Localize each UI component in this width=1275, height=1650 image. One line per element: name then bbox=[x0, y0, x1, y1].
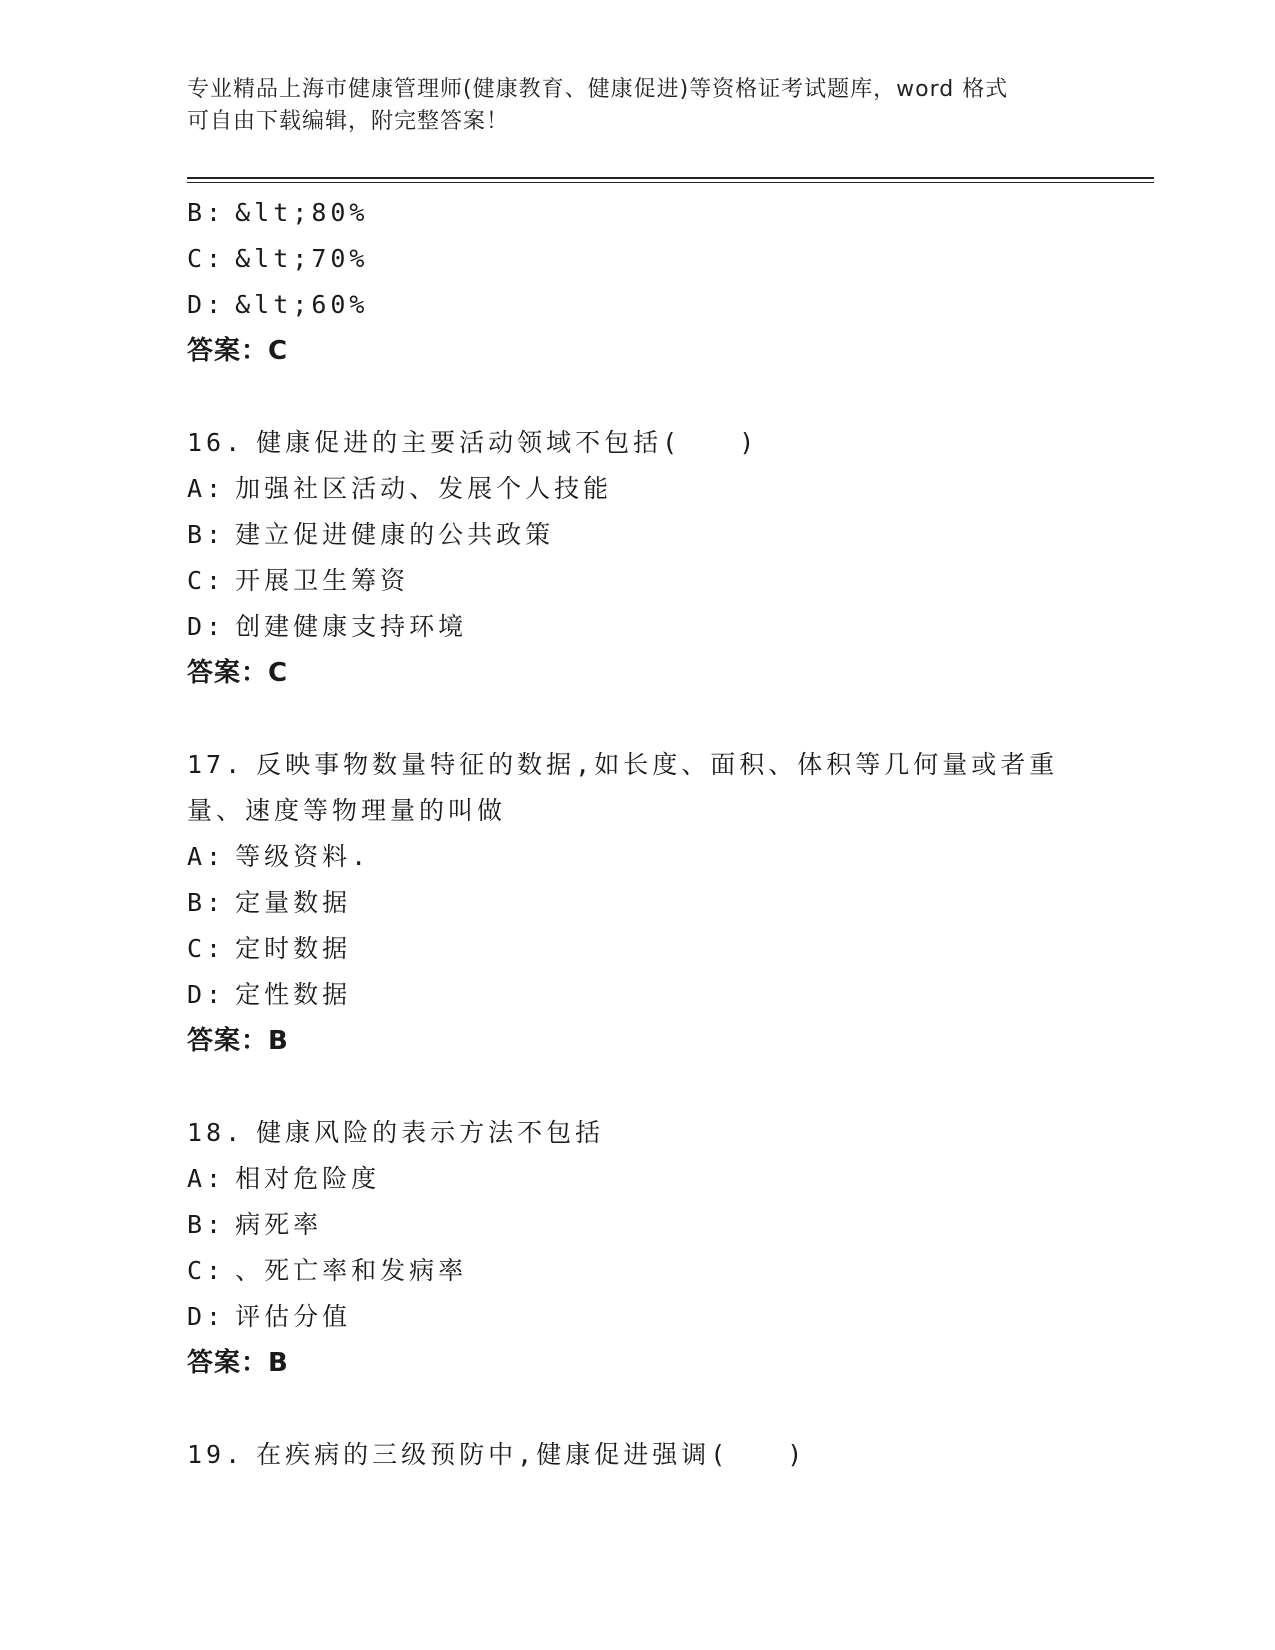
question-17 bbox=[187, 742, 1087, 1064]
option-c bbox=[187, 926, 1087, 972]
document-header bbox=[187, 74, 1087, 138]
option-key: D: bbox=[187, 980, 226, 1009]
option-a bbox=[187, 834, 1087, 880]
question-19 bbox=[187, 1432, 1087, 1478]
option-text: 定性数据 bbox=[235, 980, 352, 1009]
option-key: D: bbox=[187, 290, 226, 319]
option-text: 加强社区活动、发展个人技能 bbox=[235, 474, 613, 503]
option-b bbox=[187, 880, 1087, 926]
question-text: 反映事物数量特征的数据,如长度、面积、体积等几何量或者重量、速度等物理量的叫做 bbox=[187, 750, 1059, 825]
option-text: &lt;70% bbox=[235, 244, 369, 273]
header-divider-thick bbox=[187, 177, 1154, 179]
option-text: 定量数据 bbox=[235, 888, 352, 917]
option-d bbox=[187, 972, 1087, 1018]
option-text: &lt;80% bbox=[235, 198, 369, 227]
question-16 bbox=[187, 420, 1087, 696]
option-text: 相对危险度 bbox=[235, 1164, 381, 1193]
question-number: 17. bbox=[187, 750, 245, 779]
question-number: 16. bbox=[187, 428, 245, 457]
option-text: 定时数据 bbox=[235, 934, 352, 963]
header-line-2: 可自由下载编辑，附完整答案！ bbox=[187, 109, 510, 134]
question-title bbox=[187, 742, 1087, 834]
option-key: B: bbox=[187, 1210, 226, 1239]
answer-line: 答案：B bbox=[187, 1348, 289, 1378]
option-key: C: bbox=[187, 1256, 226, 1285]
option-d bbox=[187, 282, 1087, 328]
option-c bbox=[187, 1248, 1087, 1294]
option-key: A: bbox=[187, 1164, 226, 1193]
answer-line: 答案：C bbox=[187, 336, 289, 366]
option-key: A: bbox=[187, 842, 226, 871]
header-divider-thin bbox=[187, 182, 1154, 183]
question-18 bbox=[187, 1110, 1087, 1386]
question-text: 健康风险的表示方法不包括 bbox=[256, 1118, 605, 1147]
option-text: &lt;60% bbox=[235, 290, 369, 319]
option-text: 创建健康支持环境 bbox=[235, 612, 468, 641]
question-title bbox=[187, 1110, 1087, 1156]
question-text: 在疾病的三级预防中,健康促进强调( ) bbox=[256, 1440, 807, 1469]
option-b bbox=[187, 190, 1087, 236]
option-d bbox=[187, 604, 1087, 650]
option-key: B: bbox=[187, 888, 226, 917]
option-key: A: bbox=[187, 474, 226, 503]
option-key: B: bbox=[187, 520, 226, 549]
option-c bbox=[187, 236, 1087, 282]
option-b bbox=[187, 512, 1087, 558]
option-text: 、死亡率和发病率 bbox=[235, 1256, 468, 1285]
answer-line: 答案：C bbox=[187, 658, 289, 688]
question-text: 健康促进的主要活动领域不包括( ) bbox=[256, 428, 759, 457]
option-text: 病死率 bbox=[235, 1210, 323, 1239]
option-d bbox=[187, 1294, 1087, 1340]
question-number: 18. bbox=[187, 1118, 245, 1147]
option-a bbox=[187, 1156, 1087, 1202]
option-a bbox=[187, 466, 1087, 512]
option-key: B: bbox=[187, 198, 226, 227]
option-b bbox=[187, 1202, 1087, 1248]
option-key: C: bbox=[187, 934, 226, 963]
question-15-continued bbox=[187, 190, 1087, 374]
answer-line: 答案：B bbox=[187, 1026, 289, 1056]
option-key: D: bbox=[187, 1302, 226, 1331]
header-line-1: 专业精品上海市健康管理师(健康教育、健康促进)等资格证考试题库，word 格式 bbox=[187, 77, 1009, 102]
question-content bbox=[187, 190, 1087, 1478]
question-number: 19. bbox=[187, 1440, 245, 1469]
option-text: 开展卫生筹资 bbox=[235, 566, 410, 595]
option-text: 建立促进健康的公共政策 bbox=[235, 520, 555, 549]
option-key: D: bbox=[187, 612, 226, 641]
option-c bbox=[187, 558, 1087, 604]
option-text: 等级资料. bbox=[235, 842, 371, 871]
question-title bbox=[187, 1432, 1087, 1478]
option-key: C: bbox=[187, 566, 226, 595]
option-text: 评估分值 bbox=[235, 1302, 352, 1331]
question-title bbox=[187, 420, 1087, 466]
option-key: C: bbox=[187, 244, 226, 273]
